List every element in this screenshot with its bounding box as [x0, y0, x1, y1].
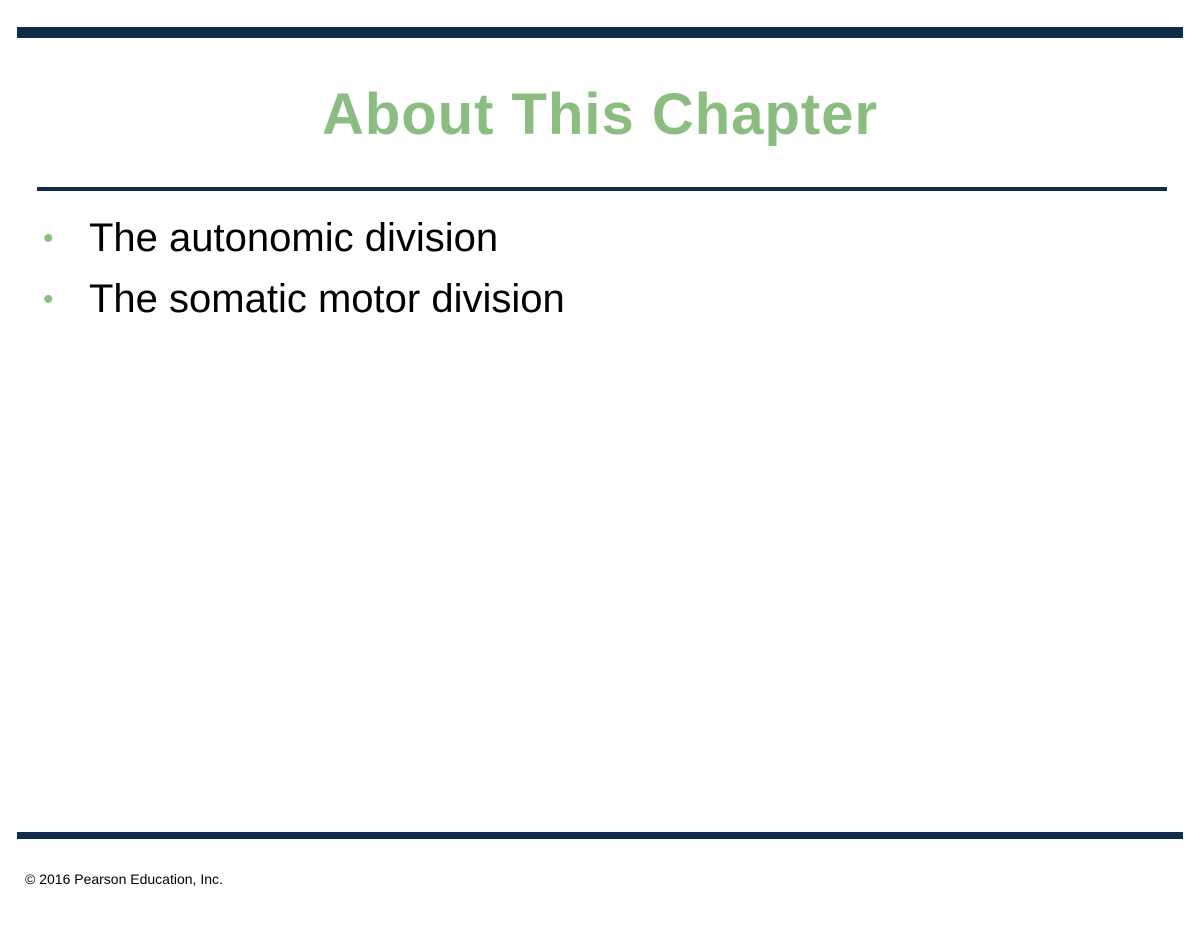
bullet-icon: •: [43, 283, 54, 316]
slide-title: About This Chapter: [321, 82, 879, 147]
copyright-footer: © 2016 Pearson Education, Inc.: [25, 871, 223, 887]
bullet-item: [40, 208, 565, 269]
bullet-text: The somatic motor division: [89, 277, 565, 321]
title-underline: [37, 187, 1167, 191]
bullet-list: [40, 208, 565, 330]
bullet-item: [40, 269, 565, 330]
bullet-icon: •: [43, 222, 54, 255]
top-rule: [17, 27, 1183, 38]
bottom-rule: [17, 832, 1183, 839]
bullet-text: The autonomic division: [89, 216, 499, 260]
